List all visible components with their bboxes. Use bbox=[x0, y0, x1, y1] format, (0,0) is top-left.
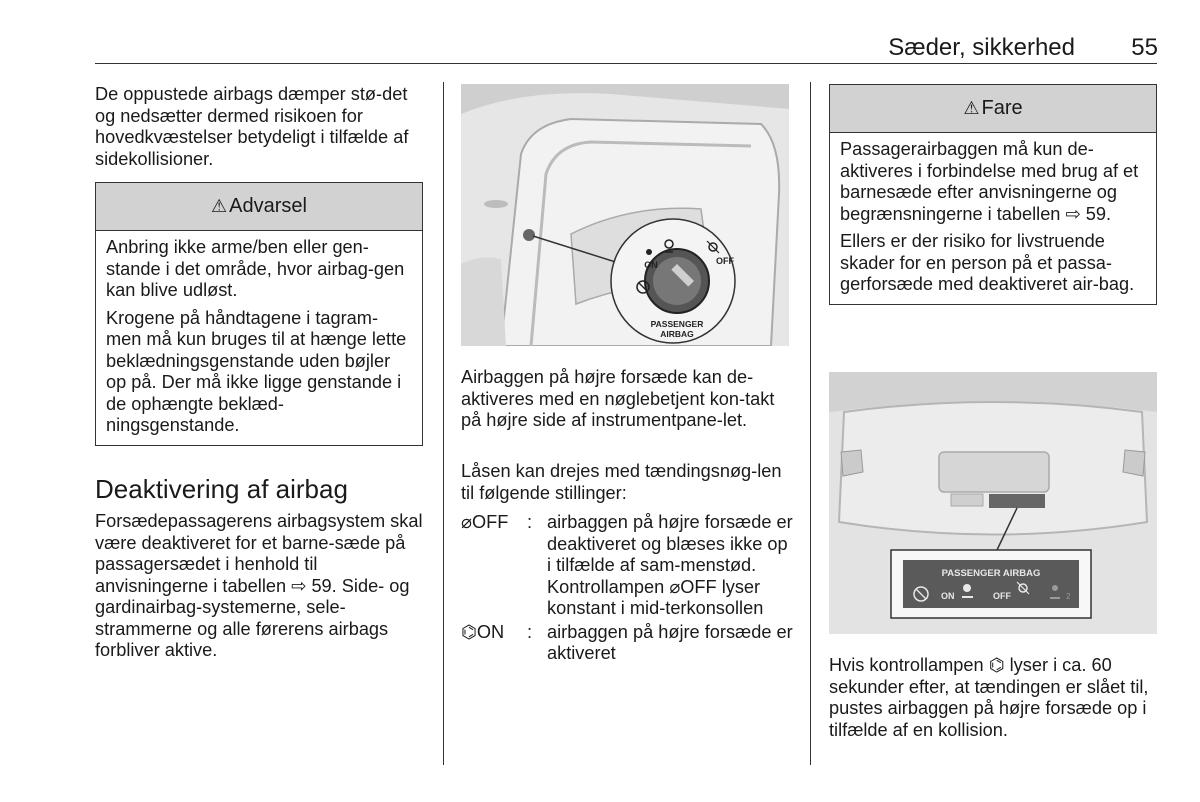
switch-label-passenger: PASSENGER bbox=[650, 319, 704, 329]
warning-triangle-icon: ⚠ bbox=[963, 98, 980, 118]
danger-title: Fare bbox=[981, 97, 1023, 119]
page-number: 55 bbox=[1131, 34, 1158, 61]
roof-indicator-figure bbox=[829, 372, 1157, 634]
indicator-label-title: PASSENGER AIRBAG bbox=[941, 568, 1041, 579]
position-off-term: ⌀OFF bbox=[461, 512, 509, 532]
airbag-switch-figure bbox=[461, 84, 789, 346]
positions-intro-paragraph: Låsen kan drejes med tændingsnøg-len til følgende stillinger: bbox=[461, 461, 782, 503]
switch-label-off: OFF bbox=[716, 256, 734, 266]
warning-triangle-icon: ⚠ bbox=[211, 196, 228, 216]
indicator-label-off: OFF bbox=[993, 591, 1011, 601]
section-heading: Deaktivering af airbag bbox=[95, 474, 348, 504]
position-colon: : bbox=[527, 621, 533, 642]
danger-paragraph: Ellers er der risiko for livstruende skader for en person på et passa-gerforsæde med deaktiveret air-bag. bbox=[840, 231, 1135, 294]
closing-paragraph: Hvis kontrollampen ⌬ lyser i ca. 60 sekunder efter, at tændingen er slået til, pustes airbaggen på højre forsæde op i tilfælde af en kollision. bbox=[829, 655, 1149, 740]
switch-description-paragraph: Airbaggen på højre forsæde kan de-aktiveres med en nøglebetjent kon-takt på højre side af instrumentpane-let. bbox=[461, 367, 775, 430]
warning-box-body bbox=[96, 231, 422, 445]
warning-paragraph: Anbring ikke arme/ben eller gen-stande i det område, hvor airbag-gen kan blive udløst. bbox=[106, 237, 405, 300]
running-header-title: Sæder, sikkerhed bbox=[888, 34, 1075, 61]
switch-location-marker bbox=[523, 229, 535, 241]
warning-paragraph: Krogene på håndtagene i tagram-men må kun bruges til at hænge lette beklædningsgenstande uden bøjler op på. Der må ikke ligge genstande i de ophængte beklæd-ningsgenstande. bbox=[106, 307, 407, 435]
switch-label-airbag: AIRBAG bbox=[660, 329, 694, 339]
intro-paragraph: De oppustede airbags dæmper stø-det og nedsætter dermed risikoen for hovedkvæstelser betydeligt i tilfælde af sidekollisioner. bbox=[95, 84, 409, 169]
position-on-term: ⌬ON bbox=[461, 621, 505, 642]
roof-indicator-illustration bbox=[829, 372, 1157, 634]
section-paragraph: Forsædepassagerens airbagsystem skal være deaktiveret for et barne-sæde på passagersædet i henhold til anvisningerne i tabellen ⇨ 59. Side- og gardinairbag-systemerne, sele-strammerne og alle førerens airbags forbliver aktive. bbox=[95, 511, 423, 660]
column-divider-2 bbox=[810, 82, 811, 765]
warning-box bbox=[95, 182, 423, 446]
airbag-switch-illustration bbox=[461, 84, 789, 346]
switch-positions-list bbox=[461, 512, 795, 667]
indicator-panel-small bbox=[989, 494, 1045, 508]
position-off-description: airbaggen på højre forsæde er deaktiveret og blæses ikke op i tilfælde af sam-menstød. Kontrollampen ⌀OFF lyser konstant i mid-terkonsollen bbox=[547, 512, 793, 618]
danger-box-header bbox=[830, 85, 1156, 133]
column-divider-1 bbox=[443, 82, 444, 765]
warning-title: Advarsel bbox=[229, 195, 307, 217]
danger-paragraph: Passagerairbaggen må kun de-aktiveres i forbindelse med brug af et barnesæde efter anvisningerne og begrænsningerne i tabellen ⇨ 59. bbox=[840, 139, 1139, 224]
indicator-label-two: 2 bbox=[1066, 592, 1071, 601]
indicator-label-on: ON bbox=[941, 591, 955, 601]
danger-box-body bbox=[830, 133, 1156, 304]
danger-box bbox=[829, 84, 1157, 305]
warning-box-header bbox=[96, 183, 422, 231]
position-colon: : bbox=[527, 512, 533, 532]
overhead-console bbox=[939, 452, 1049, 492]
position-on-description: airbaggen på højre forsæde er aktiveret bbox=[547, 621, 793, 663]
switch-label-on: ON bbox=[644, 260, 658, 270]
position-off-row bbox=[461, 512, 795, 620]
header-rule bbox=[95, 63, 1157, 64]
position-on-row bbox=[461, 622, 795, 665]
